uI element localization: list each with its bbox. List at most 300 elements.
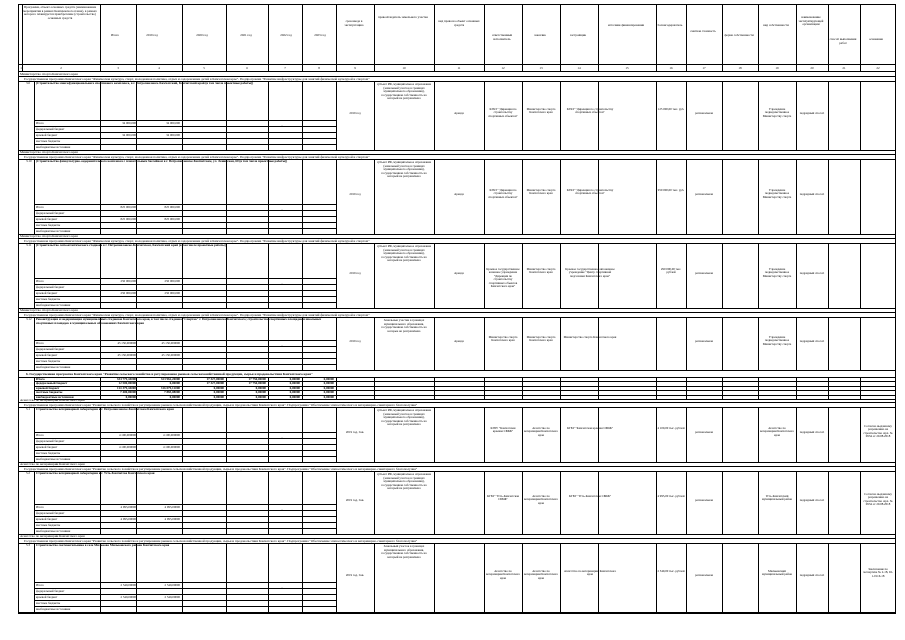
cell-customer: Агентство по ветеринарии Камчатского края: [524, 426, 558, 437]
item-number: 5.3: [26, 544, 30, 547]
column-separator: [226, 4, 227, 71]
column-separator: [434, 4, 435, 71]
column-separator: [796, 4, 797, 71]
funding-total: 250 000,000: [120, 291, 136, 295]
cell-separator: [722, 159, 723, 234]
funding-total: 45 150,000000: [117, 353, 136, 357]
column-separator: [560, 4, 561, 71]
funding-2019: 34 000,000: [166, 121, 180, 125]
item-title: (Строительство физкультурно-оздоровительного комплекса с плавательным бассейном в г. Петропавловске-Камчатском, ул. Ленинская, 60 (в том числе проектные работы)): [36, 160, 288, 163]
cell-separator: [722, 471, 723, 534]
funding-label: Итого: [36, 121, 44, 125]
funding-label: федеральный бюджет: [36, 347, 65, 351]
cell-owner: Земельные участки в границах муниципального образования, государственная собственность на которые не разграничена: [381, 319, 427, 333]
cell-owner: субъект РФ, муниципальное образование (земельный участок в границах муниципального образования), государственная собственность на который не разграничена: [376, 473, 432, 491]
column-separator: [860, 4, 861, 71]
funding-total: 4 100,000000: [118, 445, 136, 449]
funding-label: местные бюджеты: [36, 223, 61, 227]
header-col9: правообладатель земельного участка: [378, 16, 428, 19]
subtotal-v4: 17 750,00000: [248, 377, 266, 381]
subtotal-v4: 0,00000: [255, 385, 266, 390]
cell-separator: [686, 159, 687, 234]
item-number: 5.2: [26, 472, 30, 475]
funding-2019: 45 150,000000: [161, 341, 180, 345]
funding-2019: 250 000,000: [164, 279, 180, 283]
funding-label: краевой бюджет: [36, 133, 58, 137]
cell-separator: [796, 159, 797, 234]
item-number: 3.12: [26, 318, 32, 321]
cell-separator: [598, 407, 599, 462]
ministry-label: Министерство спорта Камчатского края: [20, 72, 78, 76]
cell-exec: КГКУ "Дирекция по строительству спортивных объектов": [488, 188, 518, 199]
subtotal-v5: 0,00000: [289, 377, 300, 381]
cell-separator: [758, 243, 759, 308]
cell-separator: [828, 159, 829, 234]
column-number: 6: [246, 66, 248, 70]
cell-separator: [522, 543, 523, 612]
column-number: 13: [539, 66, 543, 70]
cell-separator: [656, 317, 657, 370]
column-number: 17: [702, 66, 706, 70]
cell-separator: [226, 81, 227, 150]
cell-separator: [302, 317, 303, 370]
cell-separator: [484, 471, 485, 534]
item-title: (Строительство многофункционального спортивного комплекса, в г. Петропавловск-Камчатский, Камчатский край (в том числе проектные работы)): [36, 82, 254, 85]
cell-form: региональная: [695, 271, 713, 275]
cell-form: региональная: [695, 430, 713, 434]
ministry-label: Министерство спорта Камчатского края: [20, 308, 78, 312]
dash-mark: -: [281, 343, 283, 347]
cell-separator: [182, 243, 183, 308]
program-label: Государственная программа Камчатского края "Физическая культура, спорт, молодежная политика, отдых и оздоровление детей в Камчатском крае". Подпрограмма "Развитие инфраструктуры для занятий физической культурой и спортом": [24, 238, 370, 243]
cell-separator: [34, 317, 35, 370]
funding-label: внебюджетные источники: [36, 457, 71, 461]
subtotal-v1: 0,00000: [125, 394, 136, 399]
cell-separator: [722, 243, 723, 308]
cell-separator: [434, 407, 435, 462]
header-col3: 2019 год: [146, 34, 158, 37]
header-col11: ответственный исполнитель: [491, 34, 513, 41]
cell-year: 2019 год, I кв.: [345, 573, 365, 577]
cell-separator: [860, 317, 861, 370]
cell-separator: [182, 471, 183, 534]
program-label: Государственная программа Камчатского края "Развитие сельского хозяйства и регулирование рынков сельскохозяйственной продукции, сырья и продовольствия Камчатского края". Подпрограмма "Обеспечение эпизоотического и ветеринарно-санитарного благополучия": [24, 466, 418, 471]
cell-separator: [828, 81, 829, 150]
funding-2019: 825 000,000: [164, 205, 180, 209]
header-col16: сметная стоимость: [690, 30, 716, 33]
cell-operator: Усть-Камчатский муниципальный район: [761, 494, 793, 502]
cell-separator: [374, 317, 375, 370]
header-col13: застройщик: [569, 34, 587, 37]
subtotal-v3: 17 327,00000: [206, 381, 224, 386]
header-col18: вид собственности: [763, 24, 789, 27]
cell-separator: [860, 543, 861, 612]
cell-owner: субъект РФ, муниципальное образование (земельный участок в границах муниципального образования), государственная собственность на который не разграничена: [376, 409, 432, 427]
funding-total: 825 000,000: [120, 217, 136, 221]
funding-2019: 2 549,00000: [164, 583, 180, 587]
column-number: 3: [117, 66, 119, 70]
column-separator: [484, 4, 485, 71]
cell-builder: Краевое государственное автономное учреждение "Центр спортивной подготовки Камчатского края": [565, 267, 615, 278]
cell-separator: [484, 543, 485, 612]
subtotal-v4: 0,00000: [255, 390, 266, 395]
cell-separator: [226, 407, 227, 462]
cell-separator: [182, 317, 183, 370]
item-title: Строительство ветеринарной лаборатории в г. Петропавловске-Камчатском Камчатского края: [36, 408, 174, 411]
funding-label: Итого: [36, 279, 44, 283]
subtotal-v2: 7 883,08000: [164, 390, 180, 395]
cell-separator: [796, 543, 797, 612]
column-number: 16: [669, 66, 673, 70]
cell-owner: Земельный участок в границах муниципального образования, государственная собственность на который не разграничена: [381, 545, 427, 559]
column-separator: [302, 4, 303, 71]
column-number: 5: [203, 66, 205, 70]
cell-separator: [796, 377, 797, 400]
cell-separator: [374, 407, 375, 462]
cell-separator: [226, 471, 227, 534]
cell-basis: Согласно выданному разрешению на строительство Арх. № 0934 от 20.08.2018: [863, 424, 893, 439]
funding-label: местные бюджеты: [36, 297, 61, 301]
funding-label: Итого: [36, 341, 44, 345]
cell-separator: [434, 243, 435, 308]
cell-separator: [136, 243, 137, 308]
column-separator: [136, 4, 137, 71]
column-number: 14: [577, 66, 581, 70]
funding-2019: 45 150,000000: [161, 353, 180, 357]
funding-total: 4 100,000000: [118, 433, 136, 437]
header-col10: вид права на объект основных средств: [438, 20, 480, 27]
cell-separator: [336, 543, 337, 612]
cell-year: 2019 год, I кв.: [345, 498, 365, 502]
cell-separator: [302, 243, 303, 308]
funding-total: 250 000,000: [120, 279, 136, 283]
cell-basis: Согласно выданному разрешению на строительство Арх. № 0934 от 20.08.2018: [863, 492, 893, 507]
cell-separator: [758, 407, 759, 462]
cell-separator: [758, 543, 759, 612]
column-separator: [598, 4, 599, 71]
cell-separator: [560, 377, 561, 400]
header-col15: балансодержатель: [657, 24, 683, 27]
cell-separator: [686, 471, 687, 534]
cell-separator: [656, 377, 657, 400]
cell-separator: [686, 543, 687, 612]
cell-operator: Учреждение подведомственное Министерству спорта: [762, 267, 792, 278]
column-number: 2: [60, 66, 62, 70]
column-number: 4: [158, 66, 160, 70]
funding-label: Итого: [36, 583, 44, 587]
funding-label: Итого: [36, 433, 44, 437]
cell-method: подрядный способ: [799, 498, 825, 502]
cell-separator: [828, 317, 829, 370]
cell-separator: [302, 407, 303, 462]
cell-operator: Агентство по ветеринарии Камчатского края: [760, 426, 794, 437]
subtotal-label: местные бюджеты: [36, 390, 63, 395]
funding-label: внебюджетные источники: [36, 607, 71, 611]
cell-separator: [598, 159, 599, 234]
item-number: 3.6: [26, 82, 30, 85]
dash-mark: -: [281, 507, 283, 511]
column-separator: [374, 4, 375, 71]
column-number: 11: [457, 66, 461, 70]
subtotal-v2: 0,00000: [169, 394, 180, 399]
funding-label: краевой бюджет: [36, 353, 58, 357]
row-divider: [18, 370, 896, 371]
cell-separator: [268, 159, 269, 234]
cell-separator: [522, 377, 523, 400]
cell-separator: [136, 317, 137, 370]
cell-customer: Министерство спорта Камчатского края: [526, 107, 556, 115]
column-number: 22: [876, 66, 880, 70]
cell-exec: Агентство по ветеринарии Камчатского края: [486, 569, 520, 580]
cell-separator: [136, 543, 137, 612]
cell-separator: [758, 377, 759, 400]
funding-2019: 4 995,00000: [164, 517, 180, 521]
cell-exec: КГБУ "Усть-Камчатская СББЖ": [487, 494, 519, 502]
cell-customer: Министерство спорта Камчатского края: [526, 267, 556, 275]
cell-separator: [434, 471, 435, 534]
cell-separator: [100, 159, 101, 234]
cell-right: Аренда: [454, 271, 464, 275]
funding-label: местные бюджеты: [36, 523, 61, 527]
cell-separator: [560, 471, 561, 534]
header-col20: способ выполнения работ: [829, 38, 857, 45]
cell-separator: [268, 471, 269, 534]
funding-label: внебюджетные источники: [36, 145, 71, 149]
cell-separator: [336, 377, 337, 400]
cell-separator: [656, 407, 657, 462]
cell-separator: [182, 407, 183, 462]
cell-form: региональная: [695, 111, 713, 115]
funding-total: 2 549,00000: [120, 583, 136, 587]
cell-separator: [374, 81, 375, 150]
ministry-label: Министерство спорта Камчатского края: [20, 150, 78, 154]
cell-separator: [434, 317, 435, 370]
cell-method: подрядный способ: [799, 271, 825, 275]
subtotal-v5: 0,00000: [289, 385, 300, 390]
cell-separator: [828, 471, 829, 534]
subtotal-v3: 0,00000: [213, 394, 224, 399]
item-title: Реконструкция и модернизация муниципальных стадионов Камчатского края, в том числе стадиона "Спартак" г. Петропавловска-Камчатского; строительство спортивных площадок и школьных спортивных площадок в муниципальных образованиях Камчатского края: [36, 318, 322, 325]
cell-separator: [598, 543, 599, 612]
funding-label: внебюджетные источники: [36, 365, 71, 369]
cell-separator: [796, 243, 797, 308]
funding-total: 4 995,00000: [120, 517, 136, 521]
column-separator: [100, 4, 101, 71]
column-number: 15: [625, 66, 629, 70]
column-separator: [686, 4, 687, 71]
cell-separator: [758, 81, 759, 150]
item-number: 3.11: [26, 244, 32, 247]
funding-2019: 4 995,00000: [164, 505, 180, 509]
cell-separator: [336, 159, 337, 234]
cell-separator: [136, 471, 137, 534]
cell-right: Аренда: [454, 339, 464, 343]
subtotal-v4: 0,00000: [255, 394, 266, 399]
ministry-label: Агентство по ветеринарии Камчатского края: [20, 398, 85, 402]
cell-builder: КГКУ "Дирекция по строительству спортивных объектов": [566, 107, 614, 115]
cell-separator: [656, 243, 657, 308]
cell-cost: 4 995,00 тыс. рублей: [657, 494, 685, 498]
funding-2019: 34 000,000: [166, 133, 180, 137]
cell-builder: КГБУ "Усть-Камчатская СББЖ": [568, 494, 612, 498]
dash-mark: -: [281, 207, 283, 211]
column-number: 9: [354, 66, 356, 70]
cell-separator: [860, 243, 861, 308]
cell-separator: [484, 81, 485, 150]
cell-separator: [34, 407, 35, 462]
cell-separator: [336, 81, 337, 150]
cell-method: подрядный способ: [799, 192, 825, 196]
subtotal-v3: 0,00000: [213, 385, 224, 390]
cell-customer: Агентство по ветеринарии Камчатского края: [524, 569, 558, 580]
funding-label: краевой бюджет: [36, 291, 58, 295]
column-number: 19: [775, 66, 779, 70]
cell-separator: [722, 543, 723, 612]
cell-owner: субъект РФ, муниципальное образование (земельный участок в границах муниципального образования), государственная собственность на который не разграничена: [376, 245, 432, 263]
column-number: 10: [402, 66, 406, 70]
cell-separator: [302, 543, 303, 612]
cell-form: региональная: [695, 498, 713, 502]
cell-separator: [434, 159, 435, 234]
cell-cost: 125 000,00 тыс. руб.: [657, 107, 685, 111]
cell-year: 2019 год: [349, 339, 361, 343]
column-separator: [336, 4, 337, 71]
cell-separator: [226, 543, 227, 612]
cell-separator: [374, 159, 375, 234]
ministry-label: Агентство по ветеринарии Камчатского края: [20, 462, 85, 466]
cell-separator: [374, 471, 375, 534]
cell-separator: [302, 159, 303, 234]
funding-total: 4 995,00000: [120, 505, 136, 509]
cell-separator: [796, 317, 797, 370]
cell-separator: [302, 471, 303, 534]
cell-separator: [522, 81, 523, 150]
cell-separator: [374, 377, 375, 400]
cell-separator: [828, 377, 829, 400]
cell-separator: [374, 543, 375, 612]
column-number: 20: [810, 66, 814, 70]
cell-separator: [484, 377, 485, 400]
cell-form: региональная: [695, 339, 713, 343]
cell-separator: [268, 317, 269, 370]
funding-2019: 250 000,000: [164, 291, 180, 295]
cell-separator: [182, 81, 183, 150]
cell-separator: [100, 81, 101, 150]
column-number: 1: [20, 66, 22, 70]
header-col19: наименование эксплуатирующей организации: [798, 16, 824, 27]
cell-customer: Министерство спорта Камчатского края: [526, 188, 556, 196]
cell-separator: [182, 159, 183, 234]
cell-separator: [522, 407, 523, 462]
cell-separator: [686, 407, 687, 462]
funding-label: федеральный бюджет: [36, 511, 65, 515]
cell-separator: [686, 243, 687, 308]
cell-separator: [34, 377, 35, 400]
subtotal-v1: 114 379,44000: [117, 385, 136, 390]
cell-separator: [522, 243, 523, 308]
cell-customer: Агентство по ветеринарии Камчатского края: [524, 494, 558, 505]
cell-basis: Заключение по экспертизе № 2-18, 02-1-0116-18: [862, 567, 894, 578]
funding-label: федеральный бюджет: [36, 127, 65, 131]
header-col8: срок ввода в эксплуатацию: [344, 20, 364, 27]
cell-separator: [656, 471, 657, 534]
subtotal-v3: 0,00000: [213, 390, 224, 395]
funding-label: краевой бюджет: [36, 517, 58, 521]
cell-separator: [100, 243, 101, 308]
cell-separator: [656, 543, 657, 612]
cell-separator: [484, 317, 485, 370]
funding-label: федеральный бюджет: [36, 589, 65, 593]
cell-separator: [226, 243, 227, 308]
cell-operator: Учреждение подведомственное Министерству спорта: [762, 335, 792, 346]
cell-exec: КГКУ "Дирекция по строительству спортивных объектов": [488, 107, 518, 118]
funding-label: Итого: [36, 505, 44, 509]
subtotal-v1: 7 400,00000: [120, 390, 136, 395]
subtotal-v6: 0,00000: [323, 377, 334, 381]
cell-cost: 950 000,00 тыс. руб.: [657, 188, 685, 192]
cell-separator: [268, 377, 269, 400]
cell-separator: [560, 159, 561, 234]
subtotal-v6: 0,00000: [323, 381, 334, 386]
cell-separator: [560, 543, 561, 612]
cell-separator: [34, 243, 35, 308]
header-col14: источник финансирования: [607, 24, 644, 27]
cell-separator: [34, 81, 35, 150]
header-col6: 2022 год: [280, 34, 292, 37]
column-separator: [268, 4, 269, 71]
cell-exec: Краевое государственное казенное учреждение "Дирекция по строительству спортивных объектов Камчатского края": [486, 267, 520, 289]
funding-2019: 4 100,000000: [162, 445, 180, 449]
funding-2019: 825 000,000: [164, 217, 180, 221]
subtotal-v2: 323 962,20000: [160, 377, 180, 381]
cell-separator: [860, 159, 861, 234]
cell-separator: [182, 377, 183, 400]
subtotal-v4: 17 750,00000: [248, 381, 266, 386]
cell-separator: [336, 407, 337, 462]
cell-owner: субъект РФ, муниципальное образование (земельный участок в границах муниципального образования), государственная собственность на который не разграничена: [376, 161, 432, 179]
funding-label: местные бюджеты: [36, 451, 61, 455]
cell-separator: [268, 407, 269, 462]
cell-separator: [100, 543, 101, 612]
cell-cost: 290 000,00 тыс. рублей: [660, 267, 682, 275]
cell-separator: [268, 543, 269, 612]
cell-exec: Министерство спорта Камчатского края: [488, 335, 518, 343]
cell-separator: [860, 407, 861, 462]
cell-right: Аренда: [454, 111, 464, 115]
cell-method: подрядный способ: [799, 430, 825, 434]
cell-separator: [302, 81, 303, 150]
cell-separator: [374, 243, 375, 308]
header-col5: 2021 год: [240, 34, 252, 37]
cell-separator: [722, 317, 723, 370]
subtotal-label: краевой бюджет: [36, 385, 60, 390]
subtotal-label: Итого: [36, 377, 45, 381]
column-separator: [656, 4, 657, 71]
cell-builder: КГКУ "Дирекция по строительству спортивных объектов": [566, 188, 614, 196]
cell-separator: [656, 159, 657, 234]
dash-mark: -: [281, 281, 283, 285]
cell-separator: [136, 81, 137, 150]
funding-label: внебюджетные источники: [36, 229, 71, 233]
funding-label: федеральный бюджет: [36, 211, 65, 215]
cell-separator: [522, 317, 523, 370]
subtotal-label: внебюджетные источники: [36, 394, 74, 399]
funding-total: 825 000,000: [120, 205, 136, 209]
cell-separator: [100, 317, 101, 370]
header-col4: 2020 год: [196, 34, 208, 37]
cell-separator: [100, 407, 101, 462]
cell-customer: Министерство спорта Камчатского края: [526, 335, 556, 343]
